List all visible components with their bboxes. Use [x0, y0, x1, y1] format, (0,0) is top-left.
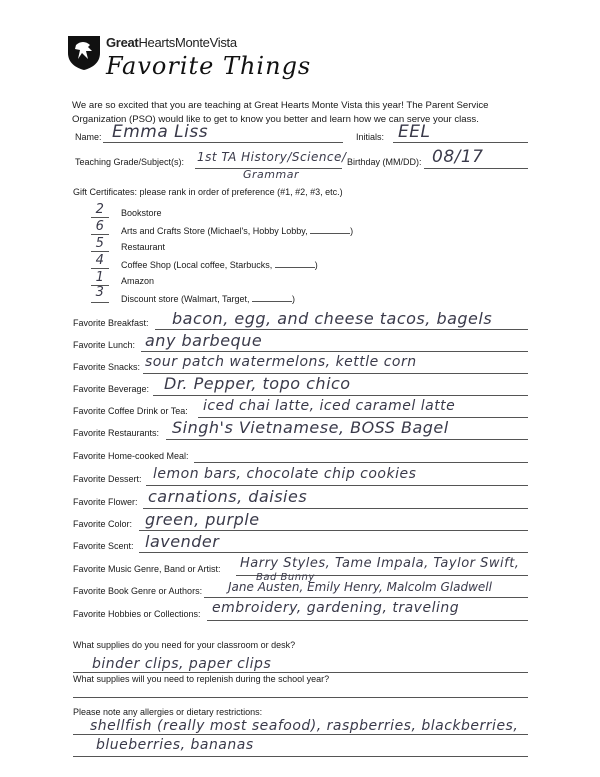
favorite-lunch-field[interactable]: any barbeque [145, 331, 263, 350]
rank-line [91, 234, 109, 235]
gift-discount-store-label: Discount store (Walmart, Target, ) [121, 294, 296, 304]
favorite-books-field[interactable]: Jane Austen, Emily Henry, Malcolm Gladwell [228, 580, 492, 594]
favorite-flower-label: Favorite Flower: [73, 497, 138, 507]
favorite-scent-field[interactable]: lavender [145, 532, 220, 551]
rank-line [91, 268, 109, 269]
name-line [103, 142, 343, 143]
supplies-label: What supplies do you need for your classroom or desk? [73, 640, 296, 650]
favorite-flower-field[interactable]: carnations, daisies [148, 487, 308, 506]
favorite-lunch-label: Favorite Lunch: [73, 340, 136, 350]
favorite-breakfast-label: Favorite Breakfast: [73, 318, 149, 328]
rank-amazon[interactable]: 1 [95, 270, 105, 285]
brand-bold: Great [106, 35, 139, 50]
favorite-snacks-field[interactable]: sour patch watermelons, kettle corn [145, 354, 417, 370]
favorite-music-extra[interactable]: Bad Bunny [256, 572, 315, 583]
favorite-music-field[interactable]: Harry Styles, Tame Impala, Taylor Swift, [240, 556, 520, 571]
grade-field-line2[interactable]: Grammar [243, 168, 299, 181]
gift-restaurant-label: Restaurant [121, 242, 166, 252]
birthday-label: Birthday (MM/DD): [347, 157, 422, 167]
answer-line [139, 552, 528, 553]
answer-line [146, 485, 528, 486]
page-title: Favorite Things [106, 52, 312, 80]
favorite-books-label: Favorite Book Genre or Authors: [73, 586, 203, 596]
rank-restaurant[interactable]: 5 [95, 236, 105, 251]
grade-field[interactable]: 1st TA History/Science/ [197, 150, 347, 164]
gift-discount-store-text: Discount store (Walmart, Target, [121, 294, 253, 304]
favorite-snacks-label: Favorite Snacks: [73, 362, 141, 372]
answer-line [139, 530, 528, 531]
gift-arts-crafts-label: Arts and Crafts Store (Michael's, Hobby Lobby, ) [121, 226, 354, 236]
name-label: Name: [75, 132, 102, 142]
blank-line[interactable] [252, 293, 292, 302]
gift-arts-crafts-text: Arts and Crafts Store (Michael's, Hobby Lobby, [121, 226, 311, 236]
favorite-dessert-label: Favorite Dessert: [73, 474, 142, 484]
rank-line [91, 251, 109, 252]
replenish-label: What supplies will you need to replenish during the school year? [73, 674, 330, 684]
allergies-field-line2[interactable]: blueberries, bananas [96, 737, 254, 753]
favorite-scent-label: Favorite Scent: [73, 541, 134, 551]
answer-line [207, 620, 528, 621]
favorite-color-label: Favorite Color: [73, 519, 133, 529]
answer-line [166, 439, 528, 440]
school-crest-logo [66, 33, 102, 71]
blank-line[interactable] [310, 225, 350, 234]
answer-line [141, 351, 528, 352]
rank-line [91, 217, 109, 218]
answer-line [143, 508, 528, 509]
allergies-label: Please note any allergies or dietary restrictions: [73, 707, 263, 717]
rank-discount-store[interactable]: 3 [95, 285, 105, 300]
rank-bookstore[interactable]: 2 [95, 202, 105, 217]
answer-line [153, 395, 528, 396]
favorite-restaurants-label: Favorite Restaurants: [73, 428, 160, 438]
answer-line [73, 756, 528, 757]
favorite-music-label: Favorite Music Genre, Band or Artist: [73, 564, 221, 574]
allergies-field[interactable]: shellfish (really most seafood), raspberries, blackberries, [90, 718, 519, 734]
intro-text: We are so excited that you are teaching at Great Hearts Monte Vista this year! The Parent Service Organization (PSO) would like to get to know you better and learn how we can serve your class. [72, 100, 489, 125]
answer-line [73, 734, 528, 735]
favorite-beverage-field[interactable]: Dr. Pepper, topo chico [164, 374, 351, 393]
favorite-breakfast-field[interactable]: bacon, egg, and cheese tacos, bagels [172, 309, 493, 328]
favorite-coffee-label: Favorite Coffee Drink or Tea: [73, 406, 188, 416]
blank-line[interactable] [275, 259, 315, 268]
favorite-coffee-field[interactable]: iced chai latte, iced caramel latte [203, 398, 456, 414]
favorite-color-field[interactable]: green, purple [145, 510, 260, 529]
favorite-restaurants-field[interactable]: Singh's Vietnamese, BOSS Bagel [172, 418, 449, 437]
initials-line [393, 142, 528, 143]
gift-coffee-shop-label: Coffee Shop (Local coffee, Starbucks, ) [121, 260, 318, 270]
favorite-hobbies-label: Favorite Hobbies or Collections: [73, 609, 201, 619]
birthday-field[interactable]: 08/17 [432, 147, 484, 167]
answer-line [73, 697, 528, 698]
initials-field[interactable]: EEL [398, 122, 431, 142]
answer-line [204, 597, 528, 598]
favorite-dessert-field[interactable]: lemon bars, chocolate chip cookies [153, 466, 417, 482]
brand-rest: HeartsMonteVista [138, 35, 237, 50]
gift-bookstore-label: Bookstore [121, 208, 162, 218]
brand-name [106, 35, 237, 50]
answer-line [73, 672, 528, 673]
gift-amazon-label: Amazon [121, 276, 155, 286]
rank-line [91, 302, 109, 303]
favorite-meal-label: Favorite Home-cooked Meal: [73, 451, 189, 461]
supplies-field[interactable]: binder clips, paper clips [92, 656, 272, 672]
rank-coffee-shop[interactable]: 4 [95, 253, 105, 268]
favorite-beverage-label: Favorite Beverage: [73, 384, 150, 394]
answer-line [155, 329, 528, 330]
birthday-line [424, 168, 528, 169]
gift-certificates-label: Gift Certificates: please rank in order of preference (#1, #2, #3, etc.) [73, 187, 343, 197]
favorite-hobbies-field[interactable]: embroidery, gardening, traveling [212, 600, 460, 616]
initials-label: Initials: [356, 132, 385, 142]
grade-label: Teaching Grade/Subject(s): [75, 157, 185, 167]
gift-coffee-shop-text: Coffee Shop (Local coffee, Starbucks, [121, 260, 275, 270]
answer-line [194, 462, 528, 463]
rank-arts-crafts[interactable]: 6 [95, 219, 105, 234]
name-field[interactable]: Emma Liss [112, 122, 209, 142]
